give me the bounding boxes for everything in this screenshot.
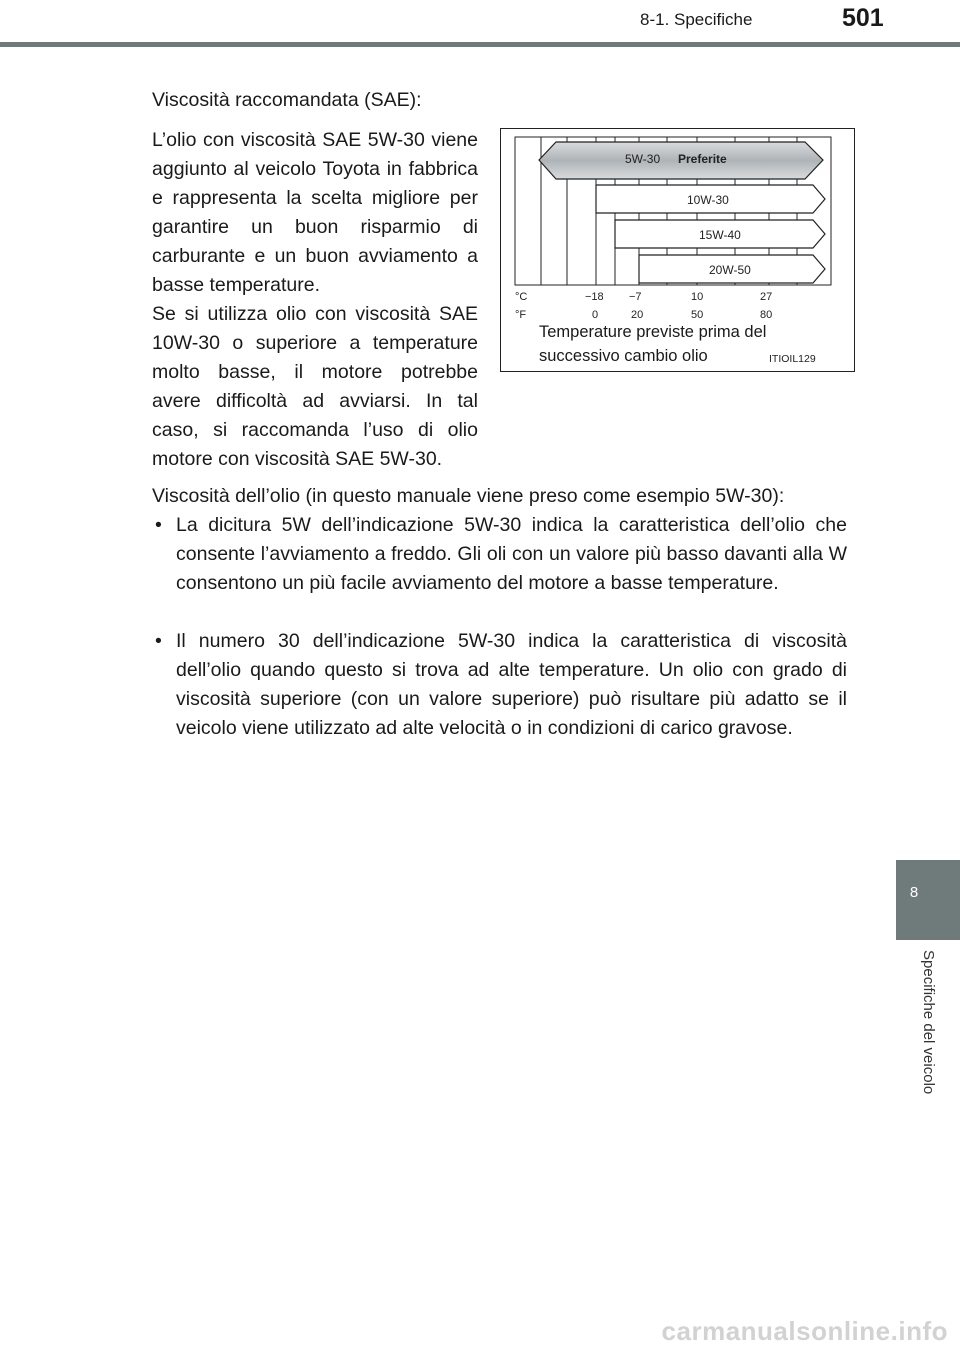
- section-title: 8-1. Specifiche: [640, 10, 753, 29]
- fahrenheit-unit: °F: [515, 309, 527, 321]
- viscosity-chart: [501, 129, 854, 371]
- page-number: 501: [842, 4, 884, 32]
- list-item: [155, 511, 847, 598]
- preferred-label: Preferite: [678, 152, 727, 166]
- chapter-label: Specifiche del veicolo: [920, 950, 937, 1095]
- grade-label-10w30: 10W-30: [687, 193, 729, 207]
- diagram-caption-line1: Temperature previste prima del: [539, 323, 767, 341]
- celsius-tick: 27: [760, 291, 773, 303]
- diagram-code: ITIOIL129: [769, 353, 816, 365]
- grade-label-20w50: 20W-50: [709, 263, 751, 277]
- oil-viscosity-diagram: [500, 128, 855, 372]
- chapter-number: 8: [909, 884, 919, 901]
- celsius-tick: 10: [691, 291, 704, 303]
- fahrenheit-tick: 0: [592, 309, 599, 321]
- grade-label-15w40: 15W-40: [699, 228, 741, 242]
- celsius-unit: °C: [515, 291, 528, 303]
- bullet-text: La dicitura 5W dell’indicazione 5W-30 indica la caratteristica dell’olio che consente l’avviamento a freddo. Gli oli con un valore più basso davanti alla W consentono un più facile avviamento del motore a basse temperature.: [176, 514, 847, 594]
- grade-label-5w30: 5W-30: [625, 152, 661, 166]
- header-divider: [0, 42, 960, 47]
- celsius-tick: −7: [629, 291, 642, 303]
- bullet-icon: •: [155, 514, 162, 536]
- paragraph-viscosity-intro: Viscosità dell’olio (in questo manuale viene preso come esempio 5W-30):: [152, 485, 785, 507]
- watermark-bar: [0, 1310, 960, 1347]
- paragraph-factory-oil: L’olio con viscosità SAE 5W-30 viene aggiunto al veicolo Toyota in fabbrica e rappresenta la scelta migliore per garantire un buon risparmio di carburante e un buon avviamento a basse temperature.: [152, 129, 478, 296]
- section-heading: Viscosità raccomandata (SAE):: [152, 89, 422, 111]
- watermark-text: carmanualsonline.info: [661, 1316, 948, 1346]
- bullet-text: Il numero 30 dell’indicazione 5W-30 indica la caratteristica di viscosità dell’olio quando questo si trova ad alte temperature. Un olio con grado di viscosità superiore (con un valore superiore) può risultare più adatto se il veicolo viene utilizzato ad alte velocità o in condizioni di carico gravose.: [176, 630, 847, 739]
- celsius-tick: −18: [585, 291, 604, 303]
- bullet-icon: •: [155, 630, 162, 652]
- list-item: [155, 627, 847, 743]
- paragraph-low-temperature: Se si utilizza olio con viscosità SAE 10W-30 o superiore a temperature molto basse, il motore potrebbe avere difficoltà ad avviarsi. In tal caso, si raccomanda l’uso di olio motore con viscosità SAE 5W-30.: [152, 303, 478, 470]
- fahrenheit-tick: 50: [691, 309, 704, 321]
- diagram-caption-line2: successivo cambio olio: [539, 347, 708, 365]
- fahrenheit-tick: 80: [760, 309, 773, 321]
- fahrenheit-tick: 20: [631, 309, 644, 321]
